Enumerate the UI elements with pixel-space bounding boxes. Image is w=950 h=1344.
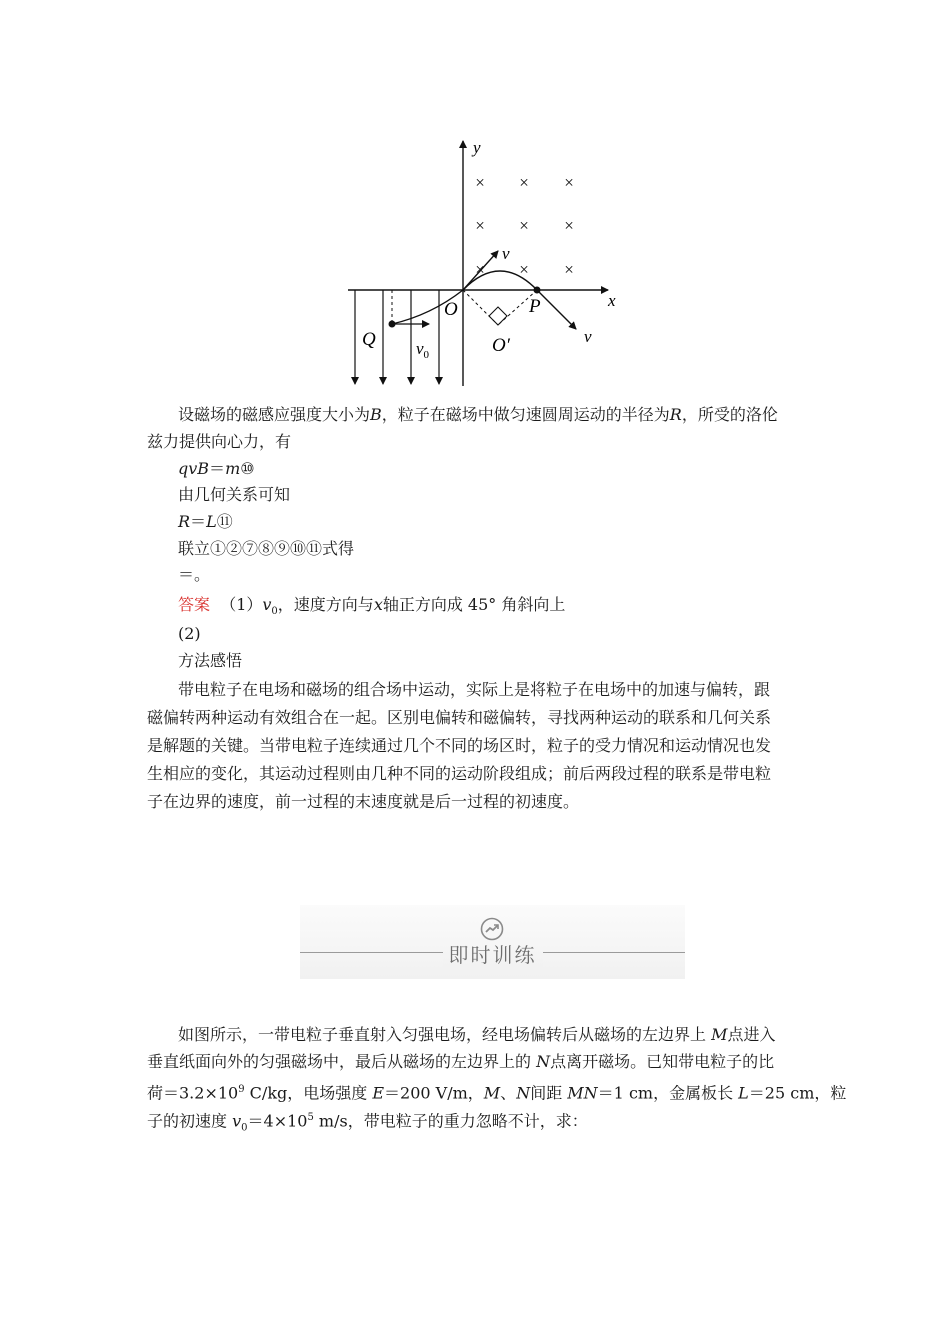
question-line: 荷$=3.2\times 10^9$ C/kg，电场强度 E＝200 V/m，M、N间距 MN＝1 cm，金属板长 L＝25 cm，粒 (147, 1083, 847, 1103)
field-cross: × (564, 173, 574, 192)
magnetic-field-marks (475, 173, 574, 279)
paragraph-line: 是解题的关键。当带电粒子连续通过几个不同的场区时，粒子的受力情况和运动情况也发 (147, 736, 772, 755)
exit-velocity-arrow (537, 290, 576, 329)
point-Q-dot (389, 321, 396, 328)
answer-label: 答案 (178, 595, 211, 614)
paragraph-line: 由几何关系可知 (178, 485, 291, 504)
paragraph-line: 兹力提供向心力，有 (147, 432, 292, 451)
v0-subscript: 0 (423, 349, 430, 361)
field-cross: × (519, 260, 529, 279)
y-axis-label: y (473, 138, 481, 157)
field-cross: × (475, 260, 485, 279)
field-cross: × (519, 216, 529, 235)
equation-10: qvB＝m⑩ (178, 459, 255, 478)
field-cross: × (564, 260, 574, 279)
paragraph-line: 带电粒子在电场和磁场的组合场中运动，实际上是将粒子在电场中的加速与偏转，跟 (178, 680, 771, 699)
question-line: 垂直纸面向外的匀强磁场中，最后从磁场的左边界上的 N点离开磁场。已知带电粒子的比 (147, 1052, 775, 1071)
label-Q: Q (362, 329, 376, 350)
label-O: O (444, 299, 458, 320)
field-cross: × (519, 173, 529, 192)
paragraph-line: 设磁场的磁感应强度大小为B，粒子在磁场中做匀速圆周运动的半径为R，所受的洛伦 (178, 405, 778, 424)
paragraph-line: 子在边界的速度，前一过程的末速度就是后一过程的初速度。 (147, 792, 580, 811)
question-line: 子的初速度 $v_0=4\times 10^5$ m/s，带电粒子的重力忽略不计，求： (147, 1111, 588, 1134)
paragraph-line: 联立①②⑦⑧⑨⑩⑪式得 (178, 539, 355, 558)
field-diagram-svg (336, 123, 646, 388)
method-title: 方法感悟 (178, 651, 243, 670)
question-line: 如图所示，一带电粒子垂直射入匀强电场，经电场偏转后从磁场的左边界上 M点进入 (178, 1025, 776, 1044)
banner-title: 即时训练 (300, 939, 685, 968)
result-line: ＝。 (178, 565, 211, 584)
label-P: P (529, 296, 541, 317)
point-P-dot (534, 287, 541, 294)
field-cross: × (475, 173, 485, 192)
label-v-bottom: v (584, 327, 592, 346)
x-axis-label: x (608, 291, 616, 310)
label-v0 (416, 339, 430, 361)
label-v-top: v (502, 244, 510, 263)
right-angle-mark (489, 307, 507, 325)
paragraph-line: 生相应的变化，其运动过程则由几种不同的运动阶段组成；前后两段过程的联系是带电粒 (147, 764, 772, 783)
equation-11: R＝L⑪ (178, 512, 233, 531)
entry-velocity-arrow (463, 251, 498, 290)
section-banner (300, 905, 685, 979)
field-cross: × (475, 216, 485, 235)
answer-part-2: (2) (178, 624, 201, 643)
physics-diagram (336, 123, 646, 388)
field-cross: × (564, 216, 574, 235)
paragraph-line: 磁偏转两种运动有效组合在一起。区别电偏转和磁偏转，寻找两种运动的联系和几何关系 (147, 708, 772, 727)
answer-line: 答案 $(1)v_0$，速度方向与x轴正方向成 45° 角斜向上 (178, 595, 566, 618)
label-O-prime: O′ (492, 335, 510, 356)
v0-symbol: v (416, 339, 424, 358)
training-logo-icon (480, 917, 504, 941)
